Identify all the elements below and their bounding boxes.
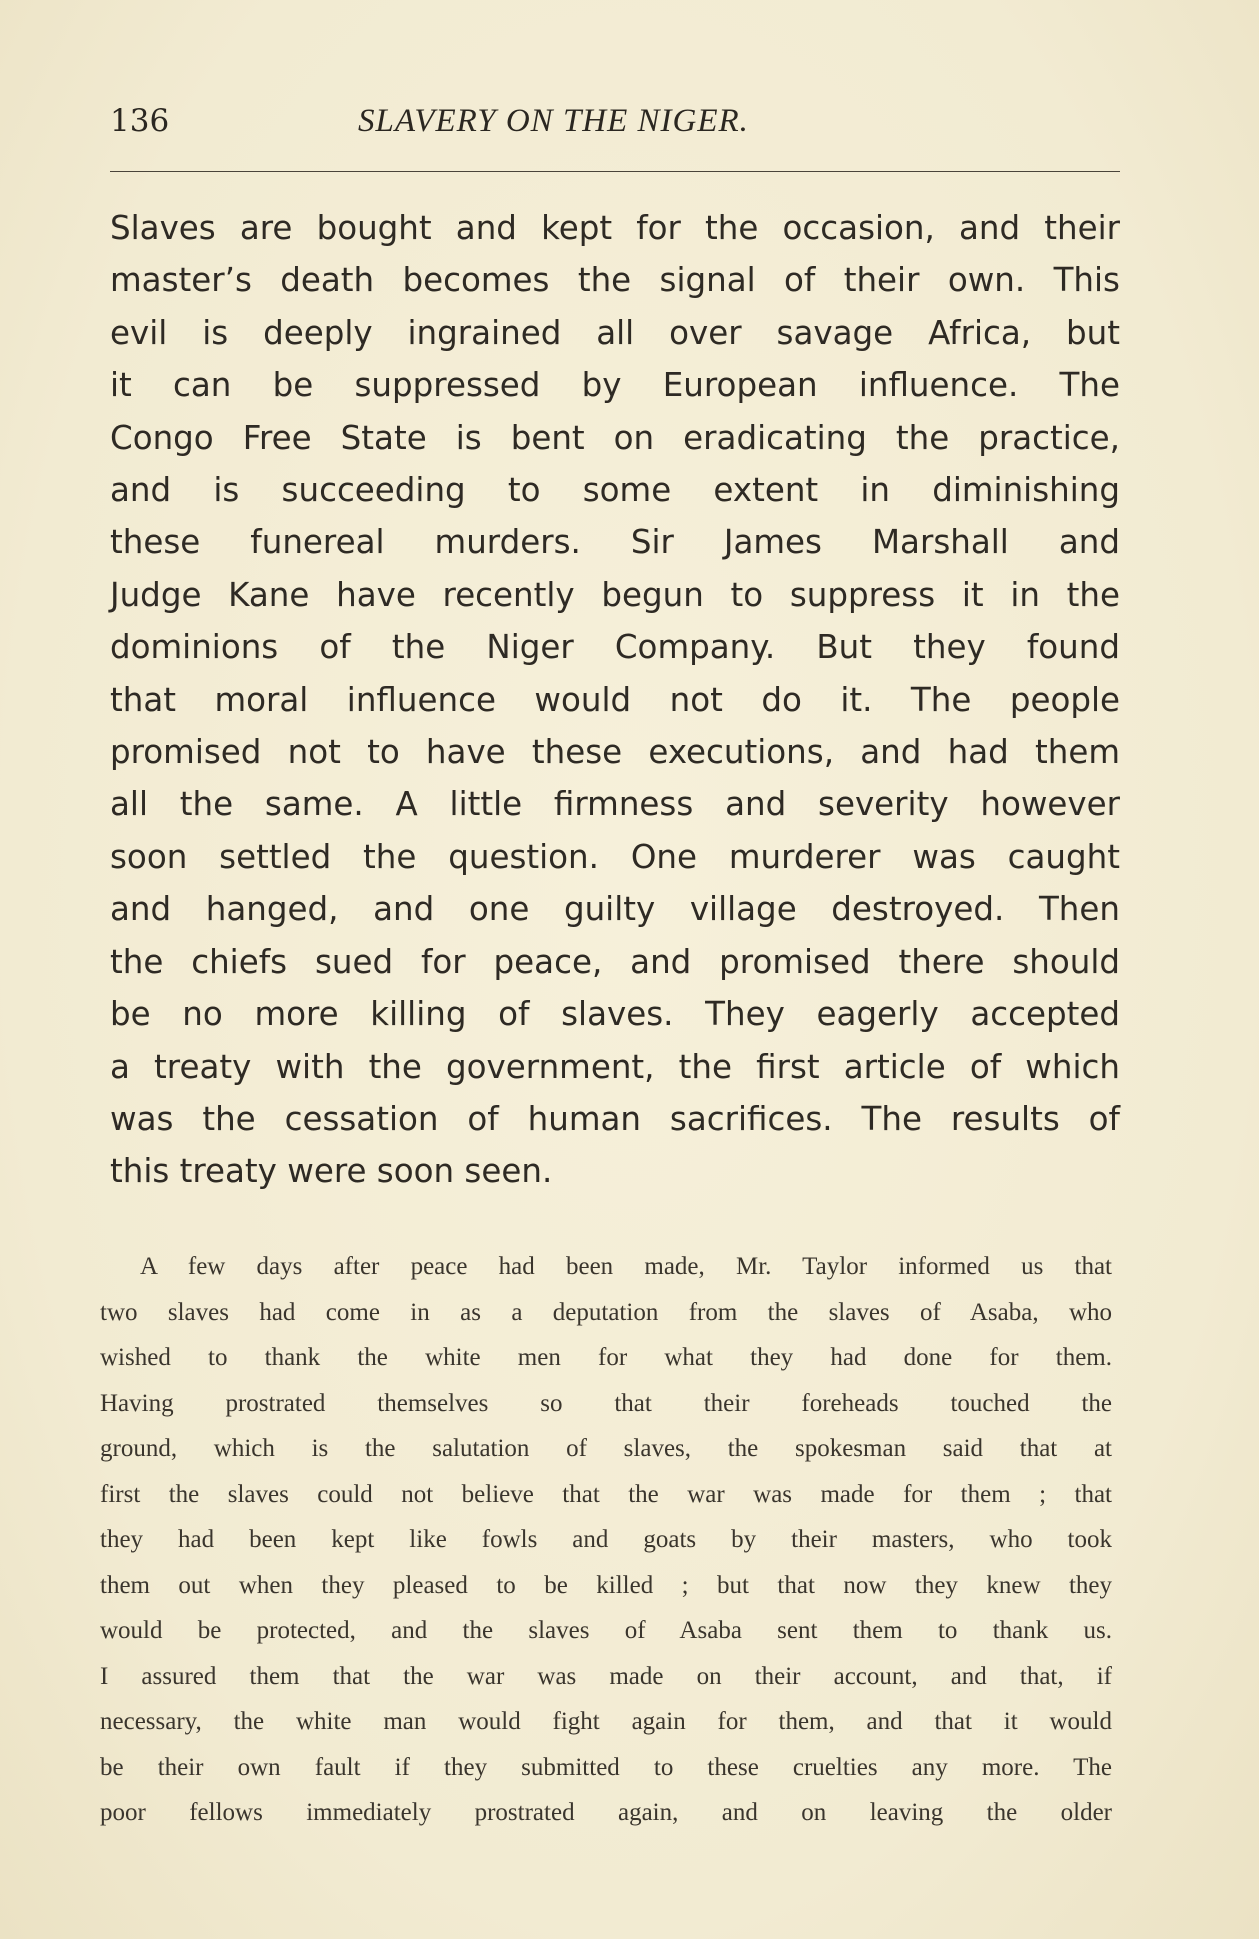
main-text-line: and is succeeding to some extent in diminishing (110, 471, 1120, 510)
quote-text-line: poor fellows immediately prostrated again, and on leaving the older (100, 1799, 1112, 1826)
quote-text-line: Having prostrated themselves so that their foreheads touched the (100, 1389, 1112, 1417)
main-text-line: promised not to have these executions, and had them (110, 733, 1120, 772)
header-rule (110, 171, 1120, 172)
quote-text-line: they had been kept like fowls and goats by their masters, who took (100, 1526, 1112, 1553)
main-text-line: Slaves are bought and kept for the occasion, and their (110, 209, 1120, 247)
page-number: 136 (110, 103, 170, 139)
main-text-line: evil is deeply ingrained all over savage Africa, but (110, 313, 1120, 352)
main-text-line: be no more killing of slaves. They eagerly accepted (110, 995, 1120, 1034)
quoted-paragraph (100, 1244, 1112, 1836)
main-text-line: a treaty with the government, the first article of which (110, 1047, 1120, 1086)
quote-text-line: wished to thank the white men for what they had done for them. (100, 1344, 1112, 1371)
main-text-line: all the same. A little firmness and severity however (110, 785, 1120, 824)
quote-text-line: them out when they pleased to be killed ; but that now they knew they (100, 1571, 1112, 1599)
quote-text-line: would be protected, and the slaves of Asaba sent them to thank us. (100, 1617, 1112, 1644)
running-head: SLAVERY ON THE NIGER. (358, 103, 749, 139)
main-text-line: dominions of the Niger Company. But they found (110, 628, 1120, 667)
main-paragraph (110, 202, 1120, 1198)
quote-text-line: I assured them that the war was made on their account, and that, if (100, 1662, 1112, 1690)
main-text-line: Judge Kane have recently begun to suppress it in the (110, 575, 1120, 614)
quote-text-line: A few days after peace had been made, Mr. Taylor informed us that (140, 1253, 1112, 1280)
main-text-line: soon settled the question. One murderer was caught (110, 837, 1120, 876)
main-text-line: and hanged, and one guilty village destroyed. Then (110, 890, 1120, 929)
quote-text-line: two slaves had come in as a deputation from the slaves of Asaba, who (100, 1298, 1112, 1326)
quote-text-line: be their own fault if they submitted to these cruelties any more. The (100, 1753, 1112, 1781)
main-text-line: it can be suppressed by European influence. The (110, 366, 1120, 405)
quote-text-line: necessary, the white man would fight again for them, and that it would (100, 1708, 1112, 1735)
main-text-line: master’s death becomes the signal of their own. This (110, 261, 1120, 300)
quote-text-line: first the slaves could not believe that the war was made for them ; that (100, 1480, 1112, 1508)
main-text-line: this treaty were soon seen. (110, 1152, 553, 1191)
main-text-line: was the cessation of human sacrifices. The results of (110, 1099, 1120, 1138)
main-text-line: these funereal murders. Sir James Marshall and (110, 523, 1120, 562)
main-text-line: that moral influence would not do it. The people (110, 680, 1120, 719)
main-text-line: the chiefs sued for peace, and promised there should (110, 942, 1120, 981)
page-header (110, 103, 1120, 149)
main-text-line: Congo Free State is bent on eradicating the practice, (110, 418, 1120, 457)
quote-text-line: ground, which is the salutation of slaves, the spokesman said that at (100, 1435, 1112, 1462)
